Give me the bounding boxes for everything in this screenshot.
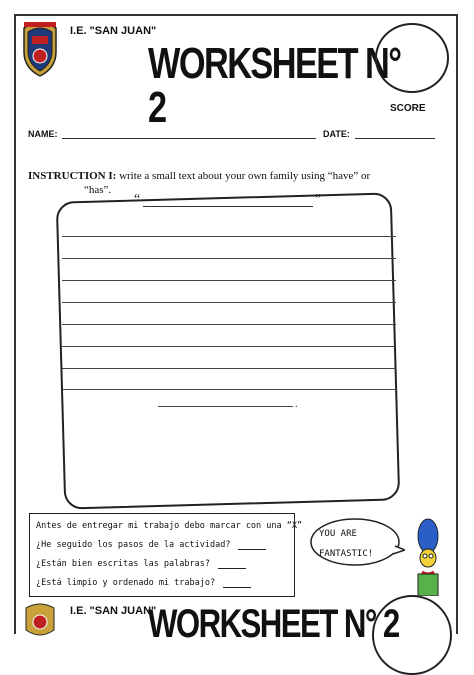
check-blank[interactable] bbox=[218, 559, 246, 569]
score-label: SCORE bbox=[390, 103, 426, 114]
writing-line[interactable] bbox=[62, 389, 396, 390]
quote-open: “ bbox=[134, 192, 141, 207]
cartoon-character-icon bbox=[404, 518, 452, 596]
name-field[interactable] bbox=[62, 138, 316, 139]
instruction-text-2: “has”. bbox=[84, 184, 112, 196]
check-blank[interactable] bbox=[223, 578, 251, 588]
next-page-school-name: I.E. "SAN JUAN" bbox=[70, 605, 157, 617]
self-check-intro: Antes de entregar mi trabajo debo marcar con una “X” bbox=[36, 521, 303, 531]
quote-close: ” bbox=[315, 192, 322, 207]
self-check-item: ¿Está limpio y ordenado mi trabajo? bbox=[36, 574, 288, 593]
next-page-title: WORKSHEET N° 2 bbox=[148, 602, 399, 646]
bubble-line-2: FANTASTIC! bbox=[319, 549, 374, 559]
check-blank[interactable] bbox=[238, 540, 266, 550]
self-check-item: ¿Están bien escritas las palabras? bbox=[36, 555, 288, 574]
school-name: I.E. "SAN JUAN" bbox=[70, 25, 157, 37]
instruction-label: INSTRUCTION I: bbox=[28, 170, 117, 182]
school-crest-icon bbox=[18, 18, 62, 78]
signature-dot: . bbox=[295, 399, 298, 410]
name-label: NAME: bbox=[28, 129, 58, 139]
self-check-item: ¿He seguido los pasos de la actividad? bbox=[36, 536, 288, 555]
writing-line[interactable] bbox=[62, 368, 396, 369]
signature-line[interactable] bbox=[158, 406, 293, 407]
instruction-text: write a small text about your own family using “have” or bbox=[116, 170, 371, 182]
bubble-text bbox=[319, 524, 399, 564]
writing-line[interactable] bbox=[62, 324, 396, 325]
writing-line[interactable] bbox=[62, 346, 396, 347]
date-label: DATE: bbox=[323, 129, 350, 139]
writing-line[interactable] bbox=[62, 302, 396, 303]
self-check-box bbox=[29, 513, 303, 597]
bubble-line-1: YOU ARE bbox=[319, 529, 357, 539]
writing-box bbox=[56, 192, 400, 509]
instruction bbox=[28, 169, 388, 184]
score-circle[interactable] bbox=[375, 23, 449, 93]
next-page-crest-icon bbox=[20, 600, 60, 640]
writing-line[interactable] bbox=[62, 258, 396, 259]
worksheet-title: WORKSHEET N° 2 bbox=[148, 39, 401, 132]
writing-line[interactable] bbox=[62, 280, 396, 281]
date-field[interactable] bbox=[355, 138, 435, 139]
next-page-score-circle bbox=[372, 595, 452, 675]
writing-line[interactable] bbox=[62, 236, 396, 237]
